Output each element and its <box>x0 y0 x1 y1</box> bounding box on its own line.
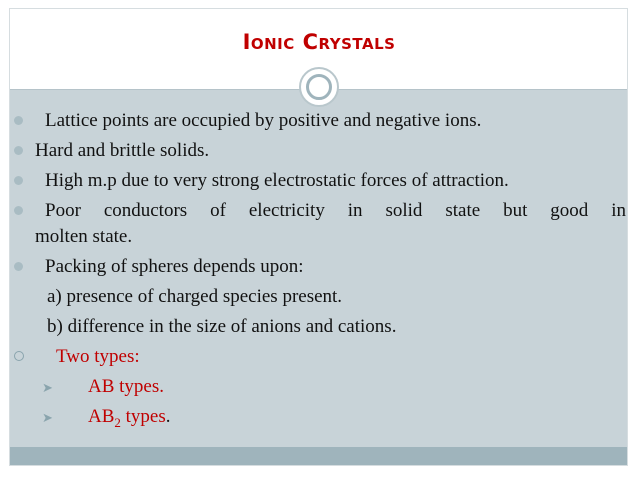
bullet-text: Poor conductors of electricity in solid state but good in <box>45 200 626 221</box>
ring-ornament-icon <box>299 67 339 107</box>
formula-base: AB <box>88 406 115 427</box>
type-text <box>88 404 171 436</box>
types-heading-text: Two types: <box>56 346 140 367</box>
arrow-bullet-icon: ➤ <box>42 381 53 396</box>
bullet-text: Lattice points are occupied by positive and negative ions. <box>45 110 482 131</box>
sub-item-text: b) difference in the size of anions and cations. <box>47 316 397 337</box>
type-period: . <box>165 406 171 427</box>
bullet-text: High m.p due to very strong electrostatic forces of attraction. <box>45 170 509 191</box>
bullet-dot-icon <box>14 206 23 215</box>
sub-item-text: a) presence of charged species present. <box>47 286 343 307</box>
formula-subscript: 2 <box>114 414 121 430</box>
bullet-text-continued: molten state. <box>35 226 133 247</box>
slide-title: Ionic Crystals <box>242 30 396 54</box>
type-text: AB types. <box>88 376 164 397</box>
bullet-dot-icon <box>14 176 23 185</box>
ring-inner <box>306 74 332 100</box>
arrow-bullet-icon: ➤ <box>42 411 53 426</box>
bullet-dot-icon <box>14 146 23 155</box>
type-suffix: types <box>120 406 166 427</box>
bullet-dot-icon <box>14 262 23 271</box>
bullet-text: Packing of spheres depends upon: <box>45 256 304 277</box>
bullet-text: Hard and brittle solids. <box>35 140 210 161</box>
bullet-dot-icon <box>14 116 23 125</box>
ring-bullet-icon <box>14 351 24 361</box>
